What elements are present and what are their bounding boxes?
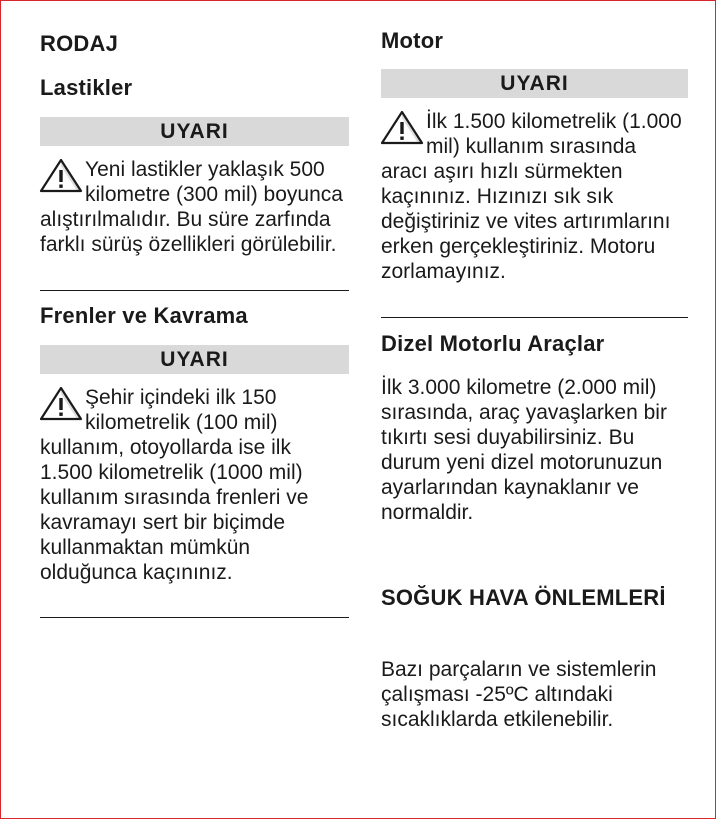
section-title: RODAJ [40,31,119,56]
brakes-warning-text [40,385,349,585]
warning-triangle-icon [39,157,83,195]
tires-warning-text-content: Yeni lastikler yaklaşık 500 kilometre (300 mil) boyunca alıştırılmalıdır. Bu süre zarfında farklı sürüş özellikleri görülebilir. [40,158,343,256]
divider [381,317,688,318]
warning-triangle-icon [39,385,83,423]
engine-warning-bar: UYARI [381,69,688,98]
engine-warning-text-content: İlk 1.500 kilometrelik (1.000 mil) kullanım sırasında aracı aşırı hızlı sürmekten kaçınınız. Hızınızı sık sık değiştiriniz ve vites artırımlarını erken gerçekleştiriniz. Motoru zorlamayınız. [381,110,682,283]
cold-weather-heading: SOĞUK HAVA ÖNLEMLERİ [381,585,666,610]
tires-warning-bar: UYARI [40,117,349,146]
brakes-warning-text-content: Şehir içindeki ilk 150 kilometrelik (100 mil) kullanım, otoyollarda ise ilk 1.500 kilometrelik (1000 mil) kullanım sırasında frenleri ve kavramayı sert bir biçimde kullanmaktan mümkün olduğunca kaçınınız. [40,386,309,584]
diesel-paragraph: İlk 3.000 kilometre (2.000 mil) sırasında, araç yavaşlarken bir tıkırtı sesi duyabilirsiniz. Bu durum yeni dizel motorunuzun ayarlarından kaynaklanır ve normaldir. [381,376,667,524]
divider [40,617,349,618]
divider [40,290,349,291]
brakes-warning-bar: UYARI [40,345,349,374]
engine-warning-text [381,109,688,284]
tires-warning-text [40,157,349,257]
engine-heading: Motor [381,28,444,53]
brakes-heading: Frenler ve Kavrama [40,303,248,328]
warning-triangle-icon [380,109,424,147]
tires-heading: Lastikler [40,75,133,100]
diesel-heading: Dizel Motorlu Araçlar [381,331,605,356]
cold-weather-paragraph: Bazı parçaların ve sistemlerin çalışması -25ºC altındaki sıcaklıklarda etkilenebilir. [381,658,657,731]
